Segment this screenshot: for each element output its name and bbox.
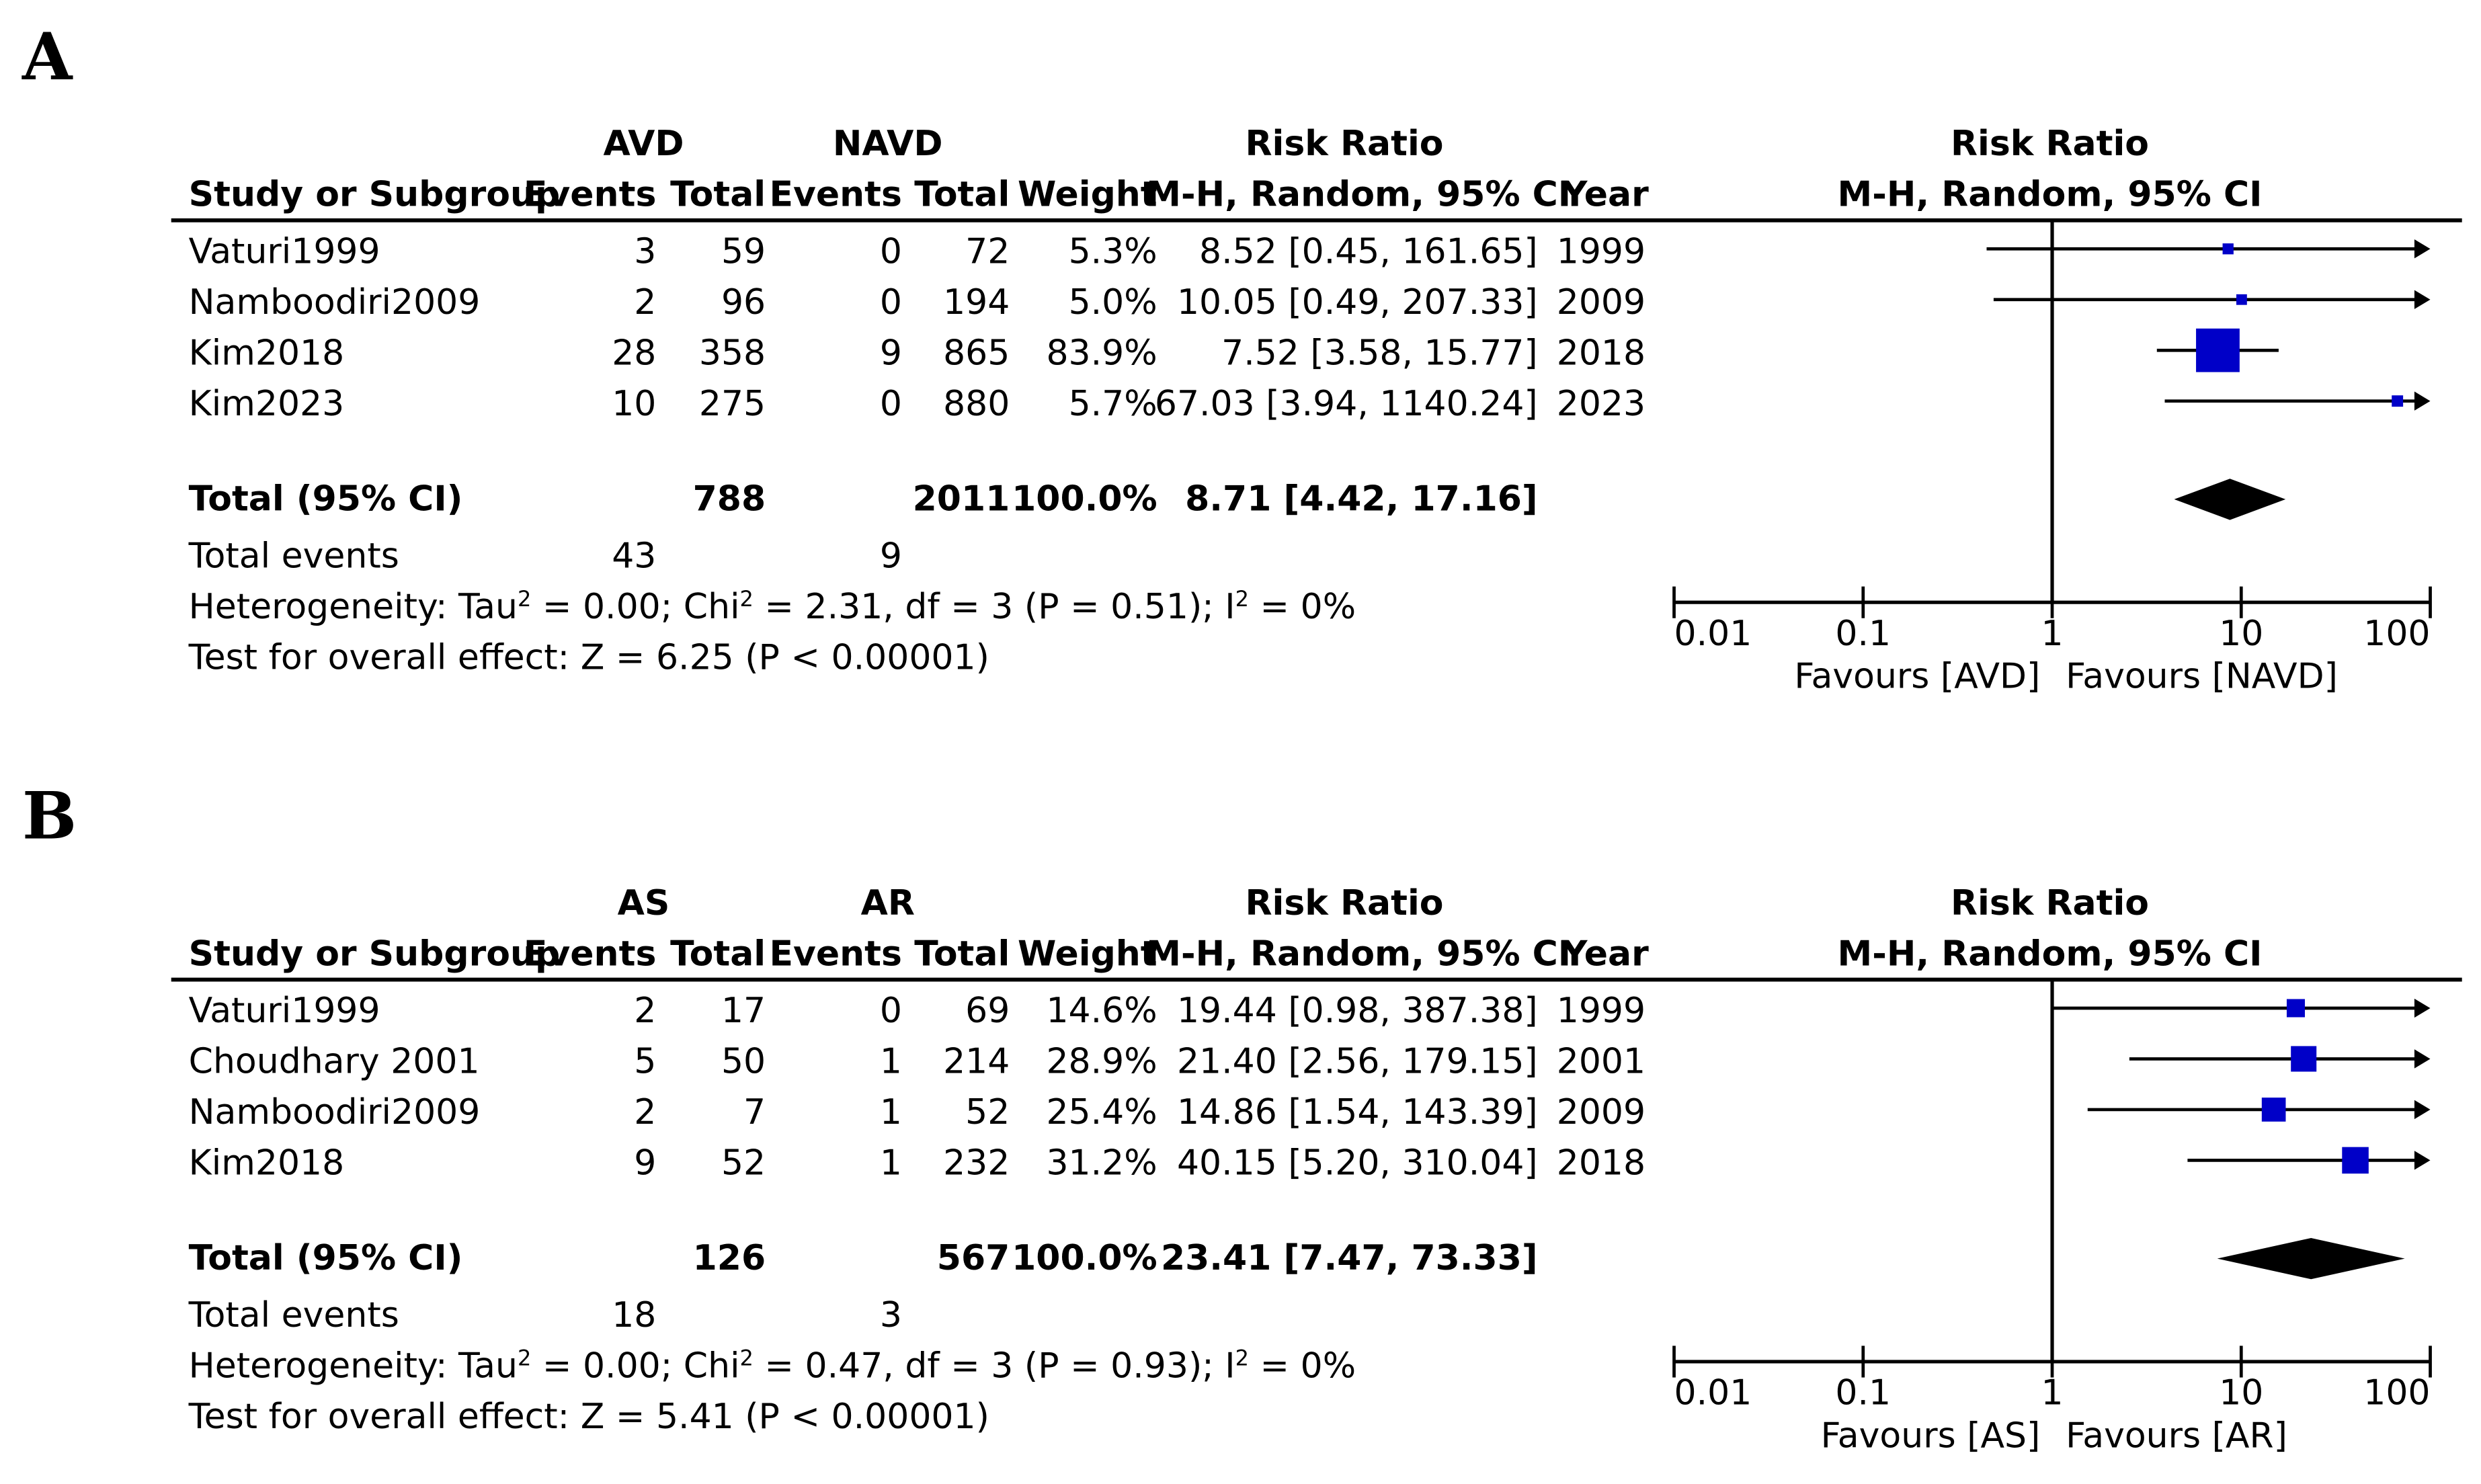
ci-value: 10.05 [0.49, 207.33] [1176,282,1538,323]
superscript: 2 [739,1345,754,1371]
plot-method-header: M-H, Random, 95% CI [1837,934,2263,975]
heterogeneity-part: = 0.00; Chi [531,1346,740,1387]
group1-header: AVD [603,124,684,165]
events1-value: 9 [634,1143,657,1184]
year-column-header: Year [1561,174,1649,215]
superscript: 2 [1235,1345,1250,1371]
events1-value: 3 [634,231,657,272]
total2-value: 52 [965,1092,1010,1133]
weight-value: 5.0% [1068,282,1157,323]
group1-header: AS [617,882,670,923]
total2-column-header: Total [914,934,1010,975]
total-events-label: Total events [188,1295,399,1336]
heterogeneity-text [189,1346,1356,1387]
year-value: 2009 [1556,282,1646,323]
study-name: Namboodiri2009 [188,1092,481,1133]
group2-header: AR [860,882,915,923]
ci-value: 19.44 [0.98, 387.38] [1176,991,1538,1032]
total-weight: 100.0% [1012,479,1157,520]
total-events2: 3 [879,1295,902,1336]
x-tick-label: 0.01 [1674,613,1752,654]
events2-value: 0 [879,383,902,424]
effect-method-header: M-H, Random, 95% CI [1146,934,1572,975]
favours-right-label: Favours [NAVD] [2066,656,2338,697]
favours-left-label: Favours [AVD] [1794,656,2041,697]
group2-header: NAVD [832,124,943,165]
point-estimate-square [2342,1147,2369,1174]
year-value: 2018 [1556,333,1646,374]
heterogeneity-part: = 2.31, df = 3 (P = 0.51); I [753,586,1235,627]
total2-value: 865 [943,333,1010,374]
pooled-estimate-diamond [2218,1238,2405,1279]
x-tick-label: 0.01 [1674,1372,1752,1413]
heterogeneity-part: = 0.47, df = 3 (P = 0.93); I [753,1346,1235,1387]
events2-value: 0 [879,231,902,272]
ci-arrow [2414,392,2431,411]
heterogeneity-text [189,586,1356,627]
study-row [189,1042,2431,1082]
point-estimate-square [2392,395,2403,407]
study-row [189,232,2431,272]
total-events1: 18 [612,1295,657,1336]
weight-value: 25.4% [1046,1092,1157,1133]
total1-value: 96 [721,282,766,323]
events1-value: 10 [612,383,657,424]
total2-column-header: Total [914,174,1010,215]
events2-column-header: Events [769,934,902,975]
total2-value: 232 [943,1143,1010,1184]
total-ci: 23.41 [7.47, 73.33] [1160,1238,1538,1279]
point-estimate-square [2196,329,2240,372]
total1-value: 52 [721,1143,766,1184]
weight-value: 14.6% [1046,991,1157,1032]
total1-value: 17 [721,991,766,1032]
ci-arrow [2414,1151,2431,1169]
plot-method-header: M-H, Random, 95% CI [1837,174,2263,215]
ci-value: 67.03 [3.94, 1140.24] [1154,383,1538,424]
events1-column-header: Events [523,934,657,975]
total2-value: 880 [943,383,1010,424]
ci-value: 21.40 [2.56, 179.15] [1176,1041,1538,1082]
total2-sum: 567 [936,1238,1010,1279]
events1-value: 2 [634,1092,657,1133]
heterogeneity-part: = 0.00; Chi [531,586,740,627]
total-label: Total (95% CI) [188,479,463,520]
total2-value: 194 [943,282,1010,323]
total-label: Total (95% CI) [188,1238,463,1279]
favours-right-label: Favours [AR] [2066,1415,2287,1456]
ci-arrow [2414,999,2431,1018]
year-column-header: Year [1561,934,1649,975]
forest-panel-A [22,19,2462,697]
year-value: 2001 [1556,1041,1646,1082]
study-column-header: Study or Subgroup [188,174,561,215]
study-row [189,1143,2431,1184]
events2-value: 9 [879,333,902,374]
total1-value: 275 [698,383,766,424]
study-name: Vaturi1999 [188,231,380,272]
x-tick-label: 10 [2219,1372,2264,1413]
effect-group-header: Risk Ratio [1245,124,1444,165]
forest-panel-B [22,778,2462,1456]
study-row [189,384,2431,424]
superscript: 2 [1235,585,1250,612]
weight-column-header: Weight [1017,174,1157,215]
weight-column-header: Weight [1017,934,1157,975]
events2-value: 1 [879,1092,902,1133]
weight-value: 83.9% [1046,333,1157,374]
events1-value: 28 [612,333,657,374]
x-tick-label: 100 [2363,1372,2431,1413]
x-tick-label: 0.1 [1835,1372,1892,1413]
weight-value: 28.9% [1046,1041,1157,1082]
favours-left-label: Favours [AS] [1820,1415,2041,1456]
events2-value: 1 [879,1041,902,1082]
weight-value: 31.2% [1046,1143,1157,1184]
year-value: 2018 [1556,1143,1646,1184]
study-column-header: Study or Subgroup [188,934,561,975]
events1-value: 2 [634,282,657,323]
total-row [189,479,2286,520]
overall-effect-text: Test for overall effect: Z = 6.25 (P < 0.00001) [188,637,989,678]
total-ci: 8.71 [4.42, 17.16] [1185,479,1538,520]
ci-arrow [2414,1100,2431,1119]
total-weight: 100.0% [1012,1238,1157,1279]
panel-label: A [22,18,73,95]
total1-sum: 126 [692,1238,766,1279]
year-value: 1999 [1556,231,1646,272]
x-tick-label: 0.1 [1835,613,1892,654]
x-tick-label: 100 [2363,613,2431,654]
study-name: Kim2018 [188,1143,345,1184]
study-row [189,329,2279,374]
study-name: Namboodiri2009 [188,282,481,323]
point-estimate-square [2236,294,2247,305]
total2-value: 214 [943,1041,1010,1082]
heterogeneity-part: = 0% [1249,1346,1356,1387]
panel-label: B [22,778,77,854]
total-events2: 9 [879,536,902,577]
superscript: 2 [517,1345,532,1371]
year-value: 2023 [1556,383,1646,424]
heterogeneity-part: Heterogeneity: Tau [188,586,518,627]
ci-arrow [2414,290,2431,309]
ci-arrow [2414,239,2431,258]
study-row [189,282,2431,323]
effect-group-header: Risk Ratio [1245,882,1444,923]
events2-column-header: Events [769,174,902,215]
year-value: 2009 [1556,1092,1646,1133]
events2-value: 0 [879,991,902,1032]
year-value: 1999 [1556,991,1646,1032]
weight-value: 5.7% [1068,383,1157,424]
plot-group-header: Risk Ratio [1950,882,2150,923]
total1-sum: 788 [692,479,766,520]
total-row [189,1238,2405,1279]
study-name: Kim2018 [188,333,345,374]
x-tick-label: 10 [2219,613,2264,654]
ci-value: 14.86 [1.54, 143.39] [1176,1092,1538,1133]
overall-effect-text: Test for overall effect: Z = 5.41 (P < 0.00001) [188,1396,989,1437]
study-row [189,991,2431,1031]
pooled-estimate-diamond [2174,479,2286,520]
total1-value: 358 [698,333,766,374]
weight-value: 5.3% [1068,231,1157,272]
point-estimate-square [2262,1098,2286,1122]
ci-value: 40.15 [5.20, 310.04] [1176,1143,1538,1184]
ci-arrow [2414,1049,2431,1068]
plot-group-header: Risk Ratio [1950,124,2150,165]
total2-value: 72 [965,231,1010,272]
total-events1: 43 [612,536,657,577]
total1-value: 7 [743,1092,766,1133]
point-estimate-square [2287,999,2305,1017]
total1-column-header: Total [670,934,766,975]
events2-value: 1 [879,1143,902,1184]
study-name: Kim2023 [188,383,345,424]
study-name: Vaturi1999 [188,991,380,1032]
total-events-label: Total events [188,536,399,577]
events1-column-header: Events [523,174,657,215]
x-tick-label: 1 [2041,1372,2064,1413]
ci-value: 8.52 [0.45, 161.65] [1199,231,1538,272]
effect-method-header: M-H, Random, 95% CI [1146,174,1572,215]
superscript: 2 [739,585,754,612]
events2-value: 0 [879,282,902,323]
total2-sum: 2011 [912,479,1010,520]
total2-value: 69 [965,991,1010,1032]
events1-value: 2 [634,991,657,1032]
x-tick-label: 1 [2041,613,2064,654]
total1-column-header: Total [670,174,766,215]
point-estimate-square [2291,1046,2316,1071]
superscript: 2 [517,585,532,612]
ci-value: 7.52 [3.58, 15.77] [1221,333,1538,374]
heterogeneity-part: Heterogeneity: Tau [188,1346,518,1387]
study-name: Choudhary 2001 [188,1041,480,1082]
events1-value: 5 [634,1041,657,1082]
total1-value: 59 [721,231,766,272]
total1-value: 50 [721,1041,766,1082]
heterogeneity-part: = 0% [1249,586,1356,627]
point-estimate-square [2223,243,2234,254]
study-row [189,1092,2431,1132]
